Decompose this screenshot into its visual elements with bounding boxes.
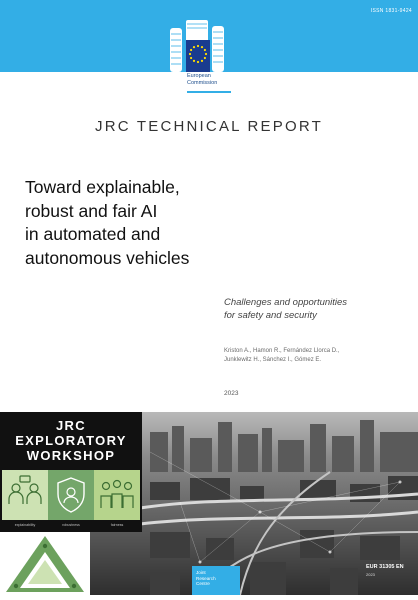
issn-label: ISSN 1831-9424 [370, 8, 412, 14]
report-type: JRC TECHNICAL REPORT [95, 118, 323, 135]
triangle-graphic [0, 532, 90, 595]
authors: Kriston A., Hamon R., Fernández Llorca D., Junklewitz H., Sánchez I., Gómez E. [224, 348, 340, 363]
tile-label-robustness: robustness [62, 523, 80, 527]
workshop-title: JRC EXPLORATORY WORKSHOP [15, 418, 127, 463]
tile-label-fairness: fairness [110, 523, 124, 527]
report-title: Toward explainable, robust and fair AI in automated and autonomous vehicles [25, 177, 190, 268]
tile-label-explainability: explainability [14, 523, 36, 527]
eur-number: EUR 31305 EN [366, 564, 404, 570]
publisher-underline [187, 91, 231, 93]
eur-subline: 2023 [366, 572, 375, 577]
jrc-logo: Joint Research Centre [192, 566, 240, 595]
robustness-tile [48, 470, 94, 520]
fairness-tile [94, 470, 140, 520]
publisher-name: European Commission [187, 73, 218, 86]
shield-icon [48, 470, 94, 520]
group-people-icon [94, 470, 140, 520]
explainability-tile [2, 470, 48, 520]
workshop-panel [0, 412, 142, 532]
publication-year: 2023 [224, 390, 239, 397]
people-discussion-icon [2, 470, 48, 520]
triangle-icon [0, 532, 90, 595]
report-subtitle: Challenges and opportunities for safety and security [224, 297, 348, 321]
